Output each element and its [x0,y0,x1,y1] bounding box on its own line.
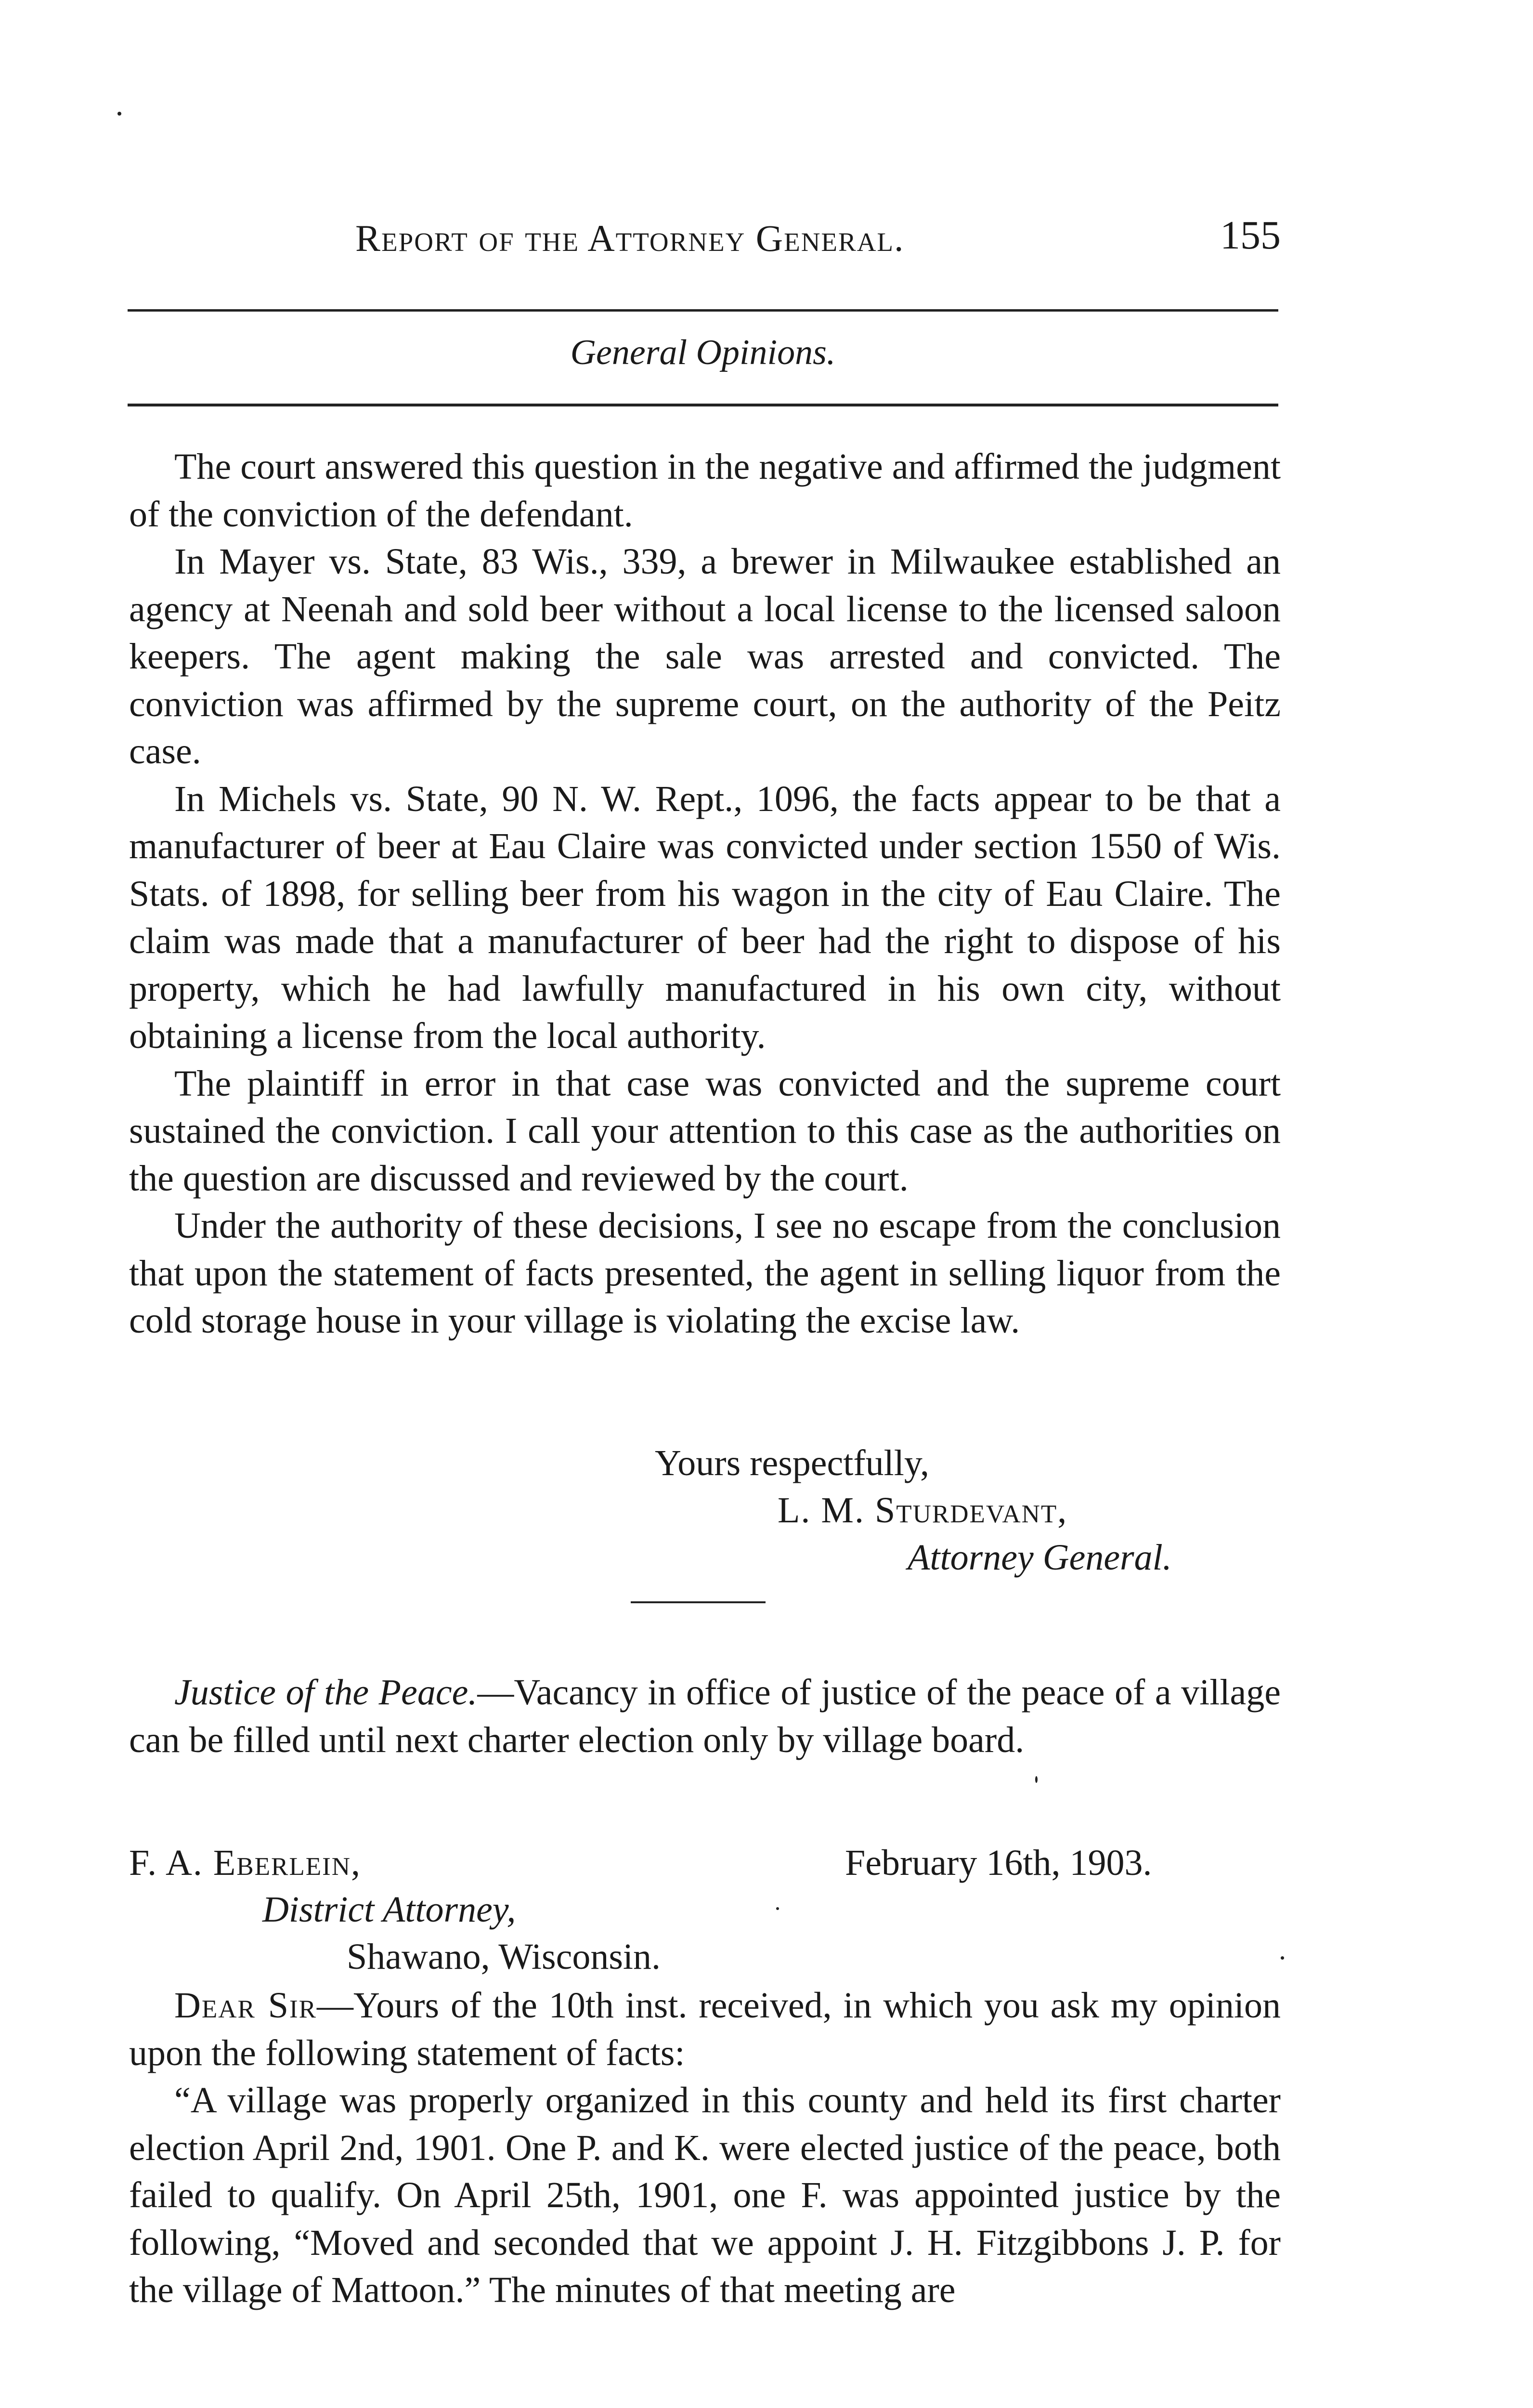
body-paragraph: In Michels vs. State, 90 N. W. Rept., 1096, the facts appear to be that a manufacturer of beer at Eau Claire was convicted under section 1550 of Wis. Stats. of 1898, for selling beer from his wagon in the city of Eau Claire. The claim was made that a manufacturer of beer had the right to dispose of his property, which he had lawfully manufactured in his own city, without obtaining a license from the local authority. [129,778,1281,1056]
running-head [125,207,1281,260]
letter-salutation: Dear Sir [174,1985,317,2026]
body-paragraph: In Mayer vs. State, 83 Wis., 339, a brewer in Milwaukee established an agency at Neenah and sold beer without a local license to the licensed saloon keepers. The agent making the sale was arrested and convicted. The conviction was affirmed by the supreme court, on the authority of the Peitz case. [129,541,1281,772]
scan-speck [1281,1956,1284,1960]
scan-speck [117,112,121,116]
letter-date: February 16th, 1903. [845,1843,1152,1883]
page-number: 155 [1220,213,1281,258]
headnote-topic: Justice of the Peace. [174,1672,478,1713]
header-rule-bottom [128,404,1278,406]
letter-paragraph: “A village was properly organized in this county and held its first charter election April 2nd, 1901. One P. and K. were elected justice of the peace, both failed to qualify. On April 25th, 1901, one F. was appointed justice by the following, “Moved and seconded that we appoint J. H. Fitzgibbons J. P. for the village of Mattoon.” The minutes of that meeting are [129,2080,1281,2310]
letter-text: —Yours of the 10th inst. received, in which you ask my opinion upon the following statement of facts: [129,1985,1281,2073]
addressee-place: Shawano, Wisconsin. [347,1937,661,1977]
addressee-title: District Attorney, [262,1889,516,1930]
addressee-name: F. A. Eberlein, [129,1843,362,1883]
body-paragraph: Under the authority of these decisions, I see no escape from the conclusion that upon the statement of facts presented, the agent in selling liquor from the cold storage house in your village is violating the excise law. [129,1205,1281,1341]
letter-paragraph [129,1982,1281,2077]
header-rule-top [128,309,1278,312]
section-title: General Opinions. [570,333,836,372]
scan-speck [776,1907,779,1910]
letter-body [129,1982,1281,2314]
opinion-body [129,443,1281,1345]
separator-rule [631,1601,766,1603]
scan-speck [1035,1776,1038,1783]
headnote-text: —Vacancy in office of justice of the peace of a village can be filled until next charter election only by village board. [129,1672,1281,1760]
body-paragraph: The plaintiff in error in that case was convicted and the supreme court sustained the conviction. I call your attention to this case as the authorities on the question are discussed and reviewed by the court. [129,1063,1281,1199]
body-paragraph: The court answered this question in the negative and affirmed the judgment of the conviction of the defendant. [129,446,1281,535]
closing-salutation: Yours respectfully, [655,1443,929,1483]
signatory-title: Attorney General. [908,1537,1172,1578]
headnote [129,1669,1281,1764]
headnote-paragraph [129,1669,1281,1764]
running-title: Report of the Attorney General. [355,217,905,259]
signatory-name: L. M. Sturdevant, [778,1490,1068,1531]
